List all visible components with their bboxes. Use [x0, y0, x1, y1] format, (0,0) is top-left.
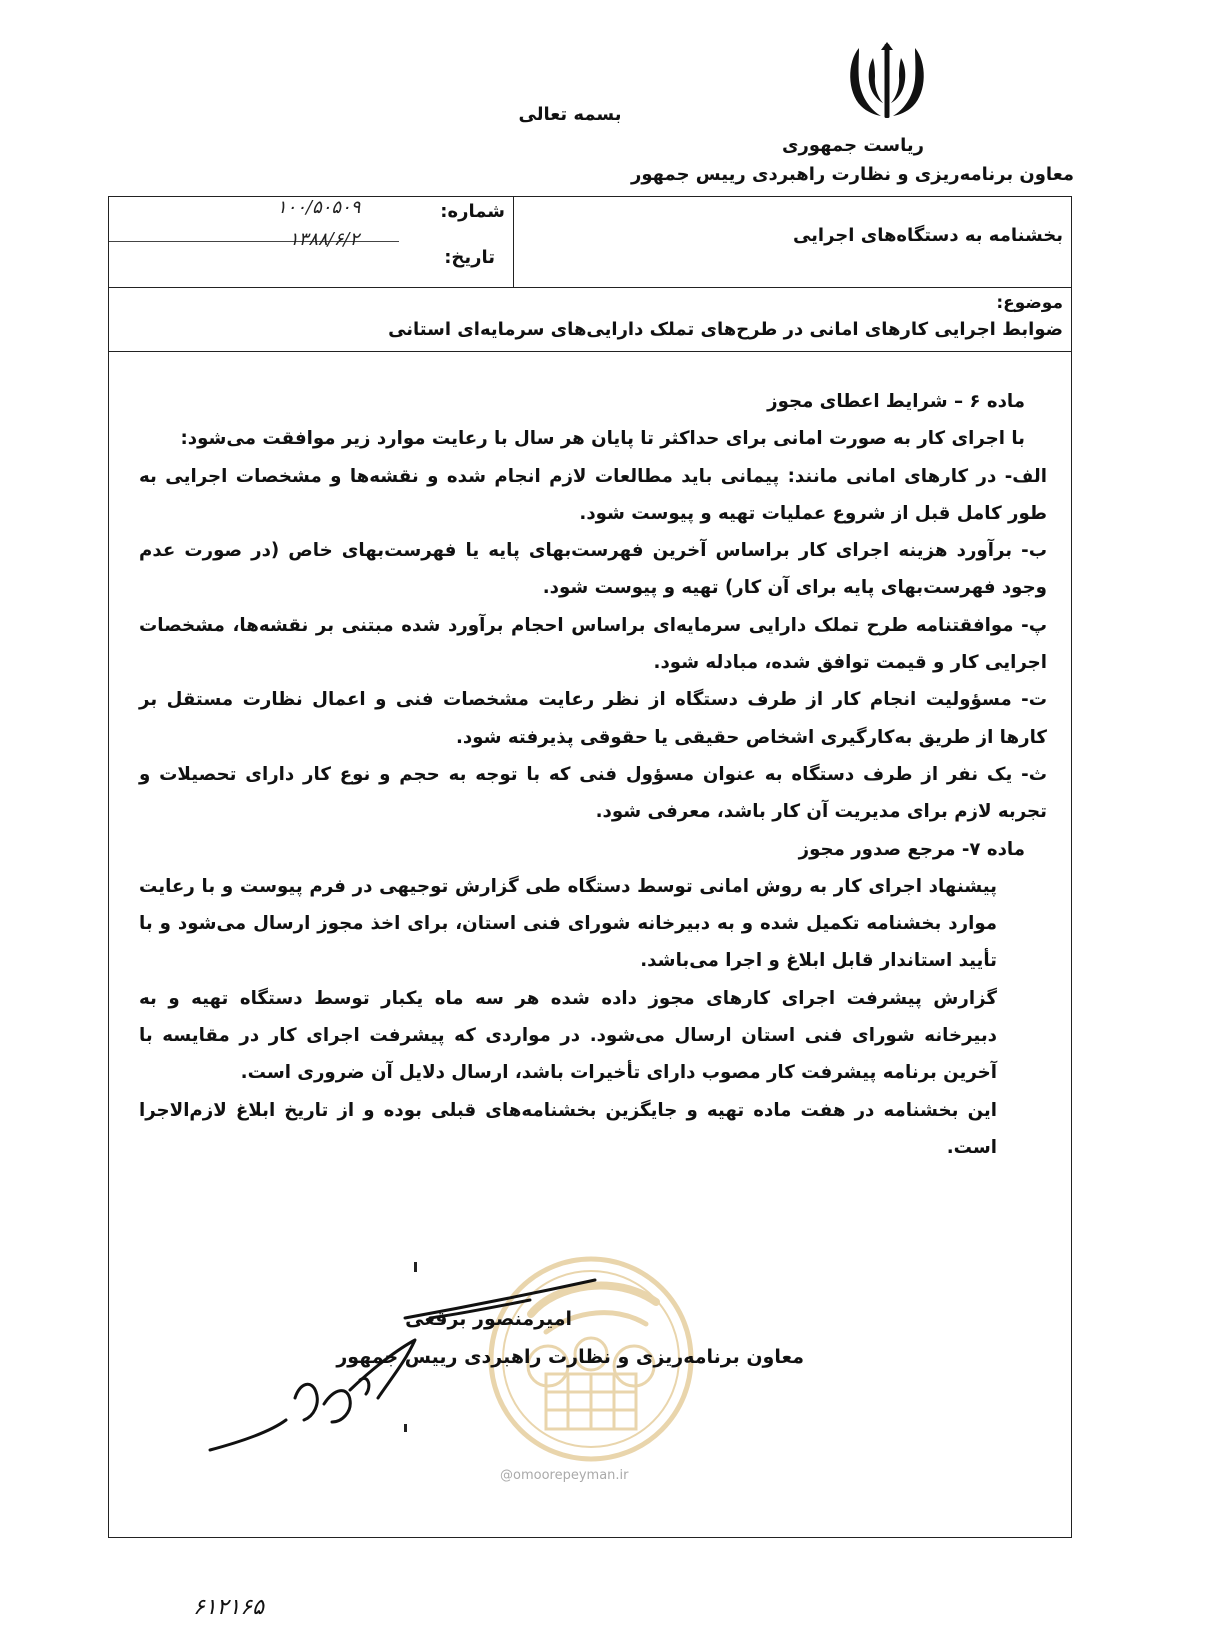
article6-title: ماده ۶ – شرایط اعطای مجوز	[767, 391, 1025, 412]
circular-recipient: بخشنامه به دستگاه‌های اجرایی	[792, 225, 1063, 246]
item-alef: الف- در کارهای امانی مانند: پیمانی باید مطالعات لازم انجام شده و نقشه‌ها و مشخصات اجرایی به طور کامل قبل از شروع عملیات تهیه و پیوست شود.	[139, 465, 1047, 524]
item-te: ت- مسؤولیت انجام کار از طرف دستگاه از نظر رعایت مشخصات فنی و اعمال نظارت مستقل بر کارها از طریق به‌کارگیری اشخاص حقیقی یا حقوقی پذیرفته شود.	[139, 689, 1047, 748]
iran-emblem-icon	[845, 40, 929, 122]
item-se: ث- یک نفر از طرف دستگاه به عنوان مسؤول فنی که با توجه به حجم و نوع کار دارای تحصیلات و تجربه لازم برای مدیریت آن کار باشد، معرفی شود.	[139, 763, 1047, 823]
number-label: شماره:	[440, 201, 505, 222]
subject-row	[109, 287, 1071, 352]
serial-number: ۶۱۲۱۶۵	[193, 1595, 264, 1620]
paragraph-1: پیشنهاد اجرای کار به روش امانی توسط دستگاه طی گزارش توجیهی در فرم پیوست و با رعایت موارد بخشنامه تکمیل شده و به دبیرخانه شورای فنی استان، برای اخذ مجوز ارسال می‌شود و با تأیید استاندار قابل ابلاغ و اجرا می‌باشد.	[139, 875, 997, 972]
subject-text: ضوابط اجرایی کارهای امانی در طرح‌های تملک دارایی‌های سرمایه‌ای استانی	[388, 319, 1063, 340]
bismillah-heading: بسمه تعالی	[518, 104, 622, 125]
article7-title: ماده ۷- مرجع صدور مجوز	[798, 838, 1025, 860]
number-value: ۱۰۰/۵۰۵۰۹	[277, 197, 361, 218]
presidency-heading: ریاست جمهوری	[782, 135, 924, 156]
signer-title: معاون برنامه‌ریزی و نظارت راهبردی رییس جمهور	[336, 1346, 804, 1368]
vice-presidency-heading: معاون برنامه‌ریزی و نظارت راهبردی رییس جمهور	[630, 164, 1074, 185]
paragraph-2: گزارش پیشرفت اجرای کارهای مجوز داده شده هر سه ماه یکبار توسط دستگاه تهیه و به دبیرخانه شورای فنی استان ارسال می‌شود. در مواردی که پیشرفت اجرای کار در مقایسه با آخرین برنامه پیشرفت کار مصوب دارای تأخیرات باشد، ارسال دلایل آن ضروری است.	[139, 987, 997, 1084]
signer-name: امیرمنصور برقعی	[405, 1308, 572, 1330]
watermark-text: @omoorepeyman.ir	[500, 1468, 629, 1483]
letter-body	[139, 383, 1047, 1166]
subject-label: موضوع:	[996, 293, 1063, 313]
date-value: ۱۳۸۸/۶/۲	[289, 229, 360, 250]
item-pe: پ- موافقتنامه طرح تملک دارایی سرمایه‌ای براساس احجام برآورد شده مبتنی بر نقشه‌ها، مشخصات اجرایی کار و قیمت توافق شده، مبادله شود.	[139, 614, 1047, 674]
item-be: ب- برآورد هزینه اجرای کار براساس آخرین فهرست‌بهای پایه یا فهرست‌بهای خاص (در صورت عدم وجود فهرست‌بهای پایه برای آن کار) تهیه و پیوست شود.	[139, 540, 1047, 599]
date-label: تاریخ:	[444, 247, 495, 268]
header-row	[109, 197, 1071, 288]
paragraph-3: این بخشنامه در هفت ماده تهیه و جایگزین بخشنامه‌های قبلی بوده و از تاریخ ابلاغ لازم‌الاجرا است.	[139, 1099, 997, 1158]
article6-intro: با اجرای کار به صورت امانی برای حداکثر تا پایان هر سال با رعایت موارد زیر موافقت می‌شود:	[180, 428, 1025, 450]
letter-meta-box	[109, 197, 514, 287]
